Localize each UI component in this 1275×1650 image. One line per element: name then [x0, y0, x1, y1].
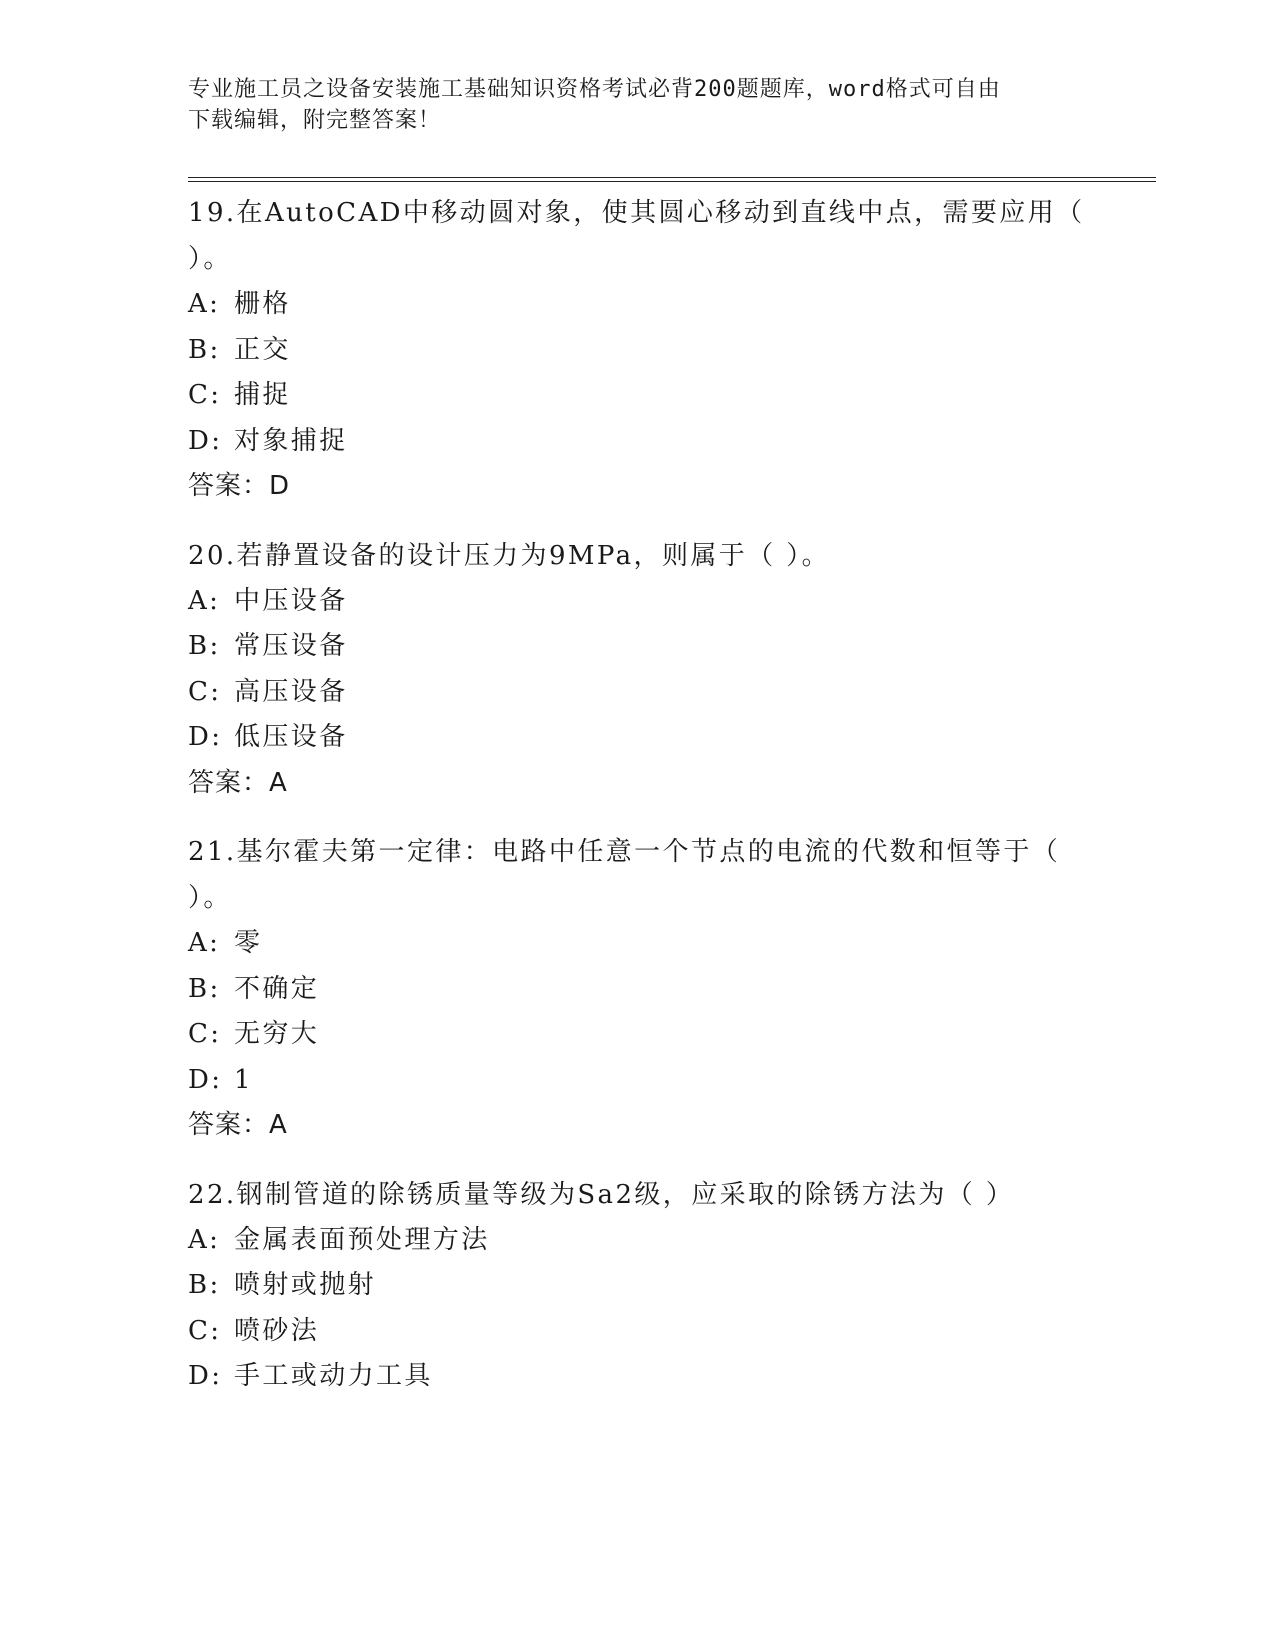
- document-header: [188, 74, 1088, 136]
- option-d: [188, 715, 1088, 761]
- option-label: D:: [188, 722, 223, 752]
- header-divider: [188, 177, 1156, 182]
- answer-line: 答案：A: [188, 1110, 288, 1140]
- option-label: B:: [188, 334, 221, 365]
- question-22: [188, 1172, 1088, 1400]
- question-stem-line-2: ）。: [188, 244, 232, 274]
- option-b: [188, 624, 1088, 670]
- option-a: [188, 282, 1088, 328]
- option-label: C:: [188, 676, 222, 707]
- option-text: 喷砂法: [234, 1315, 320, 1346]
- question-stem-line-1: 21.基尔霍夫第一定律：电路中任意一个节点的电流的代数和恒等于（: [188, 837, 1061, 867]
- option-c: [188, 670, 1088, 716]
- option-a: [188, 579, 1088, 625]
- option-text: 零: [234, 928, 263, 958]
- option-label: A:: [188, 585, 221, 616]
- option-b: [188, 328, 1088, 374]
- option-text: 对象捕捉: [234, 425, 348, 456]
- question-list: [188, 190, 1088, 1423]
- option-label: A:: [188, 289, 221, 319]
- option-b: [188, 1263, 1088, 1309]
- option-label: C:: [188, 1315, 222, 1346]
- option-text: 手工或动力工具: [234, 1361, 433, 1391]
- option-d: [188, 419, 1088, 465]
- question-stem-line-1: 19.在AutoCAD中移动圆对象，使其圆心移动到直线中点，需要应用（: [188, 198, 1085, 228]
- option-text: 正交: [234, 334, 291, 365]
- question-stem: [188, 1172, 1088, 1218]
- option-text: 低压设备: [234, 722, 348, 752]
- question-21: [188, 829, 1088, 1149]
- question-stem-line-1: 20.若静置设备的设计压力为9MPa，则属于（ ）。: [188, 540, 831, 571]
- question-stem-line-2: ）。: [188, 883, 232, 913]
- option-a: [188, 1218, 1088, 1264]
- header-line-1: 专业施工员之设备安装施工基础知识资格考试必背200题题库，word格式可自由: [188, 77, 1001, 102]
- question-stem: [188, 190, 1088, 282]
- option-b: [188, 967, 1088, 1013]
- option-label: D:: [188, 1064, 223, 1095]
- option-text: 中压设备: [234, 585, 348, 616]
- option-text: 金属表面预处理方法: [234, 1224, 490, 1255]
- option-label: C:: [188, 380, 222, 410]
- option-text: 捕捉: [234, 380, 291, 410]
- question-stem-line-1: 22.钢制管道的除锈质量等级为Sa2级，应采取的除锈方法为（ ）: [188, 1179, 1015, 1210]
- option-label: C:: [188, 1019, 222, 1049]
- option-d: [188, 1354, 1088, 1400]
- option-c: [188, 373, 1088, 419]
- option-text: 喷射或抛射: [234, 1270, 377, 1300]
- option-label: D:: [188, 1361, 223, 1391]
- question-20: [188, 533, 1088, 807]
- option-text: 栅格: [234, 289, 291, 319]
- option-d: [188, 1058, 1088, 1104]
- answer-line: 答案：A: [188, 767, 288, 798]
- option-label: D:: [188, 425, 223, 456]
- option-text: 常压设备: [234, 631, 348, 661]
- option-label: A:: [188, 1224, 221, 1255]
- option-label: B:: [188, 1270, 221, 1300]
- option-text: 不确定: [234, 973, 320, 1004]
- option-text: 1: [234, 1064, 253, 1095]
- option-a: [188, 921, 1088, 967]
- option-text: 无穷大: [234, 1019, 320, 1049]
- question-stem: [188, 829, 1088, 921]
- answer-line: 答案：D: [188, 471, 291, 501]
- header-line-2: 下载编辑，附完整答案！: [188, 108, 442, 133]
- option-label: B:: [188, 631, 221, 661]
- option-label: B:: [188, 973, 221, 1004]
- option-label: A:: [188, 928, 221, 958]
- option-c: [188, 1309, 1088, 1355]
- question-stem: [188, 533, 1088, 579]
- question-19: [188, 190, 1088, 510]
- option-c: [188, 1012, 1088, 1058]
- option-text: 高压设备: [234, 676, 348, 707]
